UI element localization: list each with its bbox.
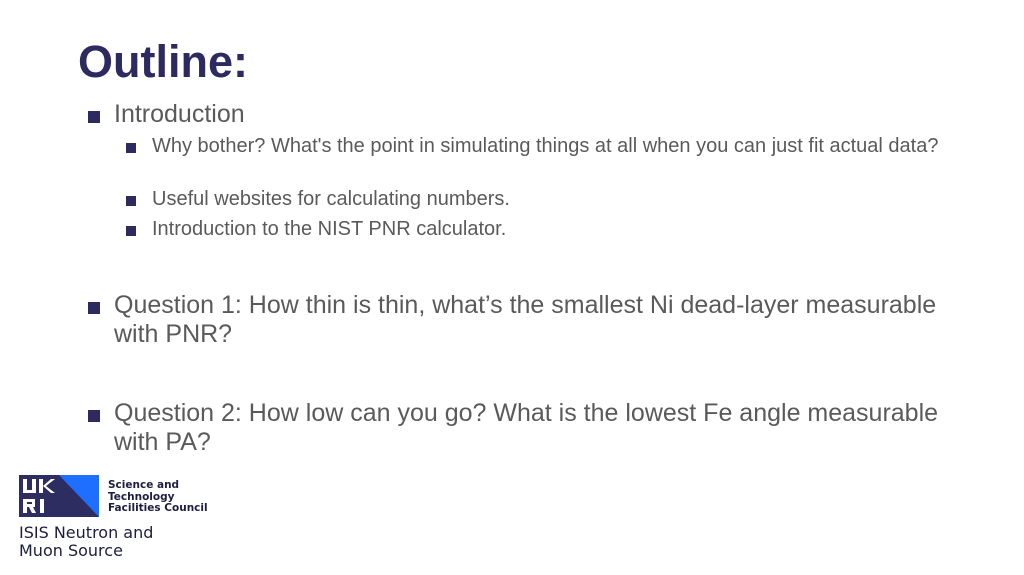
bullet-square-icon [88,302,100,314]
bullet-text: Introduction [114,100,245,128]
bullet-introduction [88,100,948,129]
bullet-square-icon [126,196,136,206]
stfc-council-name: Science and Technology Facilities Council [108,479,208,514]
bullet-square-icon [88,410,100,422]
bullet-text: Question 2: How low can you go? What is the lowest Fe angle measurable with PA? [114,399,939,456]
bullet-square-icon [126,226,136,236]
sub-bullet-why-bother [126,135,946,158]
sub-bullet-nist-calculator [126,218,946,241]
slide-title: Outline: [78,36,248,87]
bullet-square-icon [126,143,136,153]
bullet-square-icon [88,111,100,123]
sub-bullet-websites [126,188,946,211]
bullet-text: Question 1: How thin is thin, what’s the smallest Ni dead-layer measurable with PNR? [114,291,937,348]
sub-bullet-text: Introduction to the NIST PNR calculator. [152,218,507,240]
ukri-logo-icon [19,475,99,517]
isis-facility-name: ISIS Neutron and Muon Source [19,523,154,560]
bullet-question-1 [88,291,948,349]
sub-bullet-text: Why bother? What's the point in simulating things at all when you can just fit actual data? [152,135,939,157]
bullet-question-2 [88,399,948,457]
sub-bullet-text: Useful websites for calculating numbers. [152,188,510,210]
